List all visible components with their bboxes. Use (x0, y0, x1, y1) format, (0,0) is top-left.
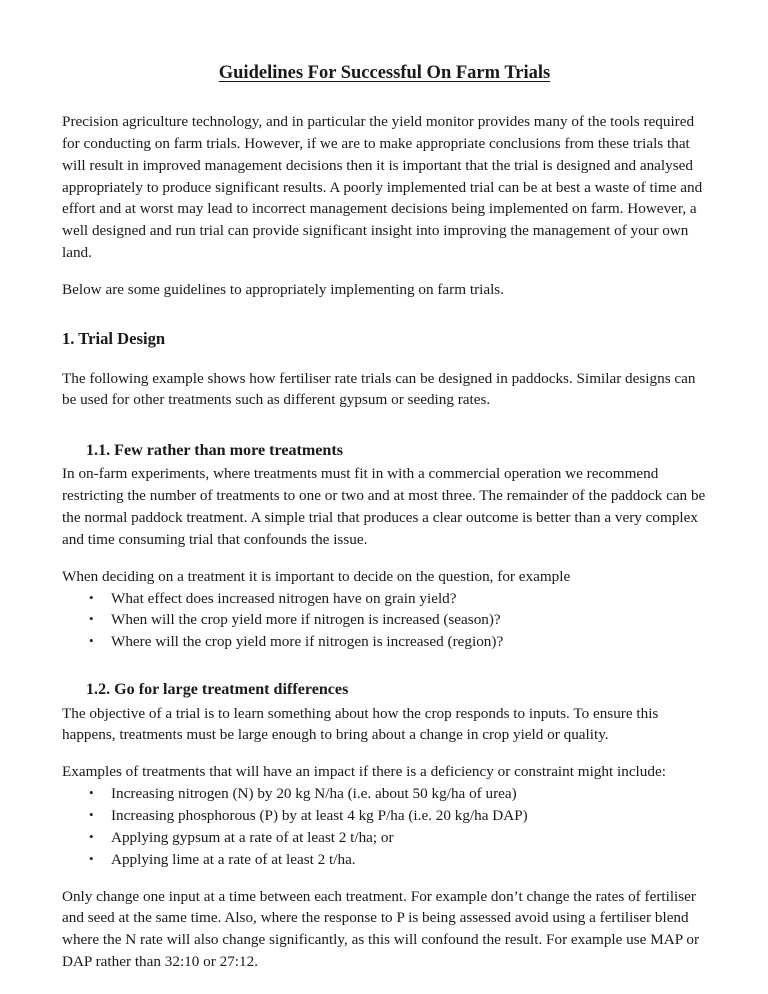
list-item (62, 631, 707, 653)
bullet-list-treatment-examples (62, 783, 707, 871)
bullet-list-intro-question: When deciding on a treatment it is important to decide on the question, for example (62, 567, 571, 585)
bullet-icon: • (89, 611, 94, 627)
bullet-list-questions (62, 588, 707, 654)
section-intro-paragraph: The following example shows how fertiliser rate trials can be designed in paddocks. Similar designs can be used for other treatments such as different gypsum or seeding rates. (62, 369, 696, 409)
list-item (62, 849, 707, 871)
page-title (62, 62, 707, 85)
list-item-label: Increasing nitrogen (N) by 20 kg N/ha (i.e. about 50 kg/ha of urea) (111, 784, 517, 802)
bullet-icon: • (89, 589, 94, 605)
lead-in-paragraph: Below are some guidelines to appropriately implementing on farm trials. (62, 280, 505, 298)
list-item-label: Applying lime at a rate of at least 2 t/ha. (111, 850, 356, 868)
page-title-text: Guidelines For Successful On Farm Trials (218, 63, 551, 83)
subsection-heading-large-differences: 1.2. Go for large treatment differences (86, 681, 349, 699)
list-item-label: Where will the crop yield more if nitrogen is increased (region)? (111, 633, 504, 651)
bullet-icon: • (89, 806, 94, 822)
bullet-icon: • (89, 784, 94, 800)
section-heading-trial-design: 1. Trial Design (62, 328, 166, 348)
list-item-label: When will the crop yield more if nitrogen is increased (season)? (111, 611, 501, 629)
list-item-label: Increasing phosphorous (P) by at least 4 kg P/ha (i.e. 20 kg/ha DAP) (111, 806, 528, 824)
list-item (62, 805, 707, 827)
list-item-label: What effect does increased nitrogen have on grain yield? (111, 589, 457, 607)
subsection-paragraph-few-treatments: In on-farm experiments, where treatments must fit in with a commercial operation we recommend restricting the number of treatments to one or two and at most three. The remainder of the paddock can be the normal paddock treatment. A simple trial that produces a clear outcome is better than a very complex and time consuming trial that confounds the issue. (62, 465, 706, 548)
bullet-icon: • (89, 850, 94, 866)
list-item-label: Applying gypsum at a rate of at least 2 t/ha; or (111, 828, 394, 846)
bullet-list-intro-examples: Examples of treatments that will have an impact if there is a deficiency or constraint might include: (62, 763, 666, 781)
list-item (62, 783, 707, 805)
list-item (62, 827, 707, 849)
subsection-heading-few-treatments: 1.1. Few rather than more treatments (86, 442, 343, 460)
bullet-icon: • (89, 633, 94, 649)
subsection-paragraph-large-differences: The objective of a trial is to learn something about how the crop responds to inputs. To ensure this happens, treatments must be large enough to bring about a change in crop yield or quality. (62, 704, 659, 744)
closing-paragraph: Only change one input at a time between each treatment. For example don’t change the rates of fertiliser and seed at the same time. Also, where the response to P is being assessed avoid using a fertiliser blend where the N rate will also change significantly, as this will confound the result. For example use MAP or DAP rather than 32:10 or 27:12. (62, 887, 700, 970)
bullet-icon: • (89, 828, 94, 844)
intro-paragraph: Precision agriculture technology, and in particular the yield monitor provides many of the tools required for conducting on farm trials. However, if we are to make appropriate conclusions from these trials that will result in improved management decisions then it is important that the trial is designed and analysed appropriately to produce significant results. A poorly implemented trial can be at best a waste of time and effort and at worst may lead to incorrect management decisions being implemented on farm. However, a well designed and run trial can provide significant insight into improving the management of your own land. (62, 113, 703, 261)
list-item (62, 588, 707, 610)
list-item (62, 609, 707, 631)
